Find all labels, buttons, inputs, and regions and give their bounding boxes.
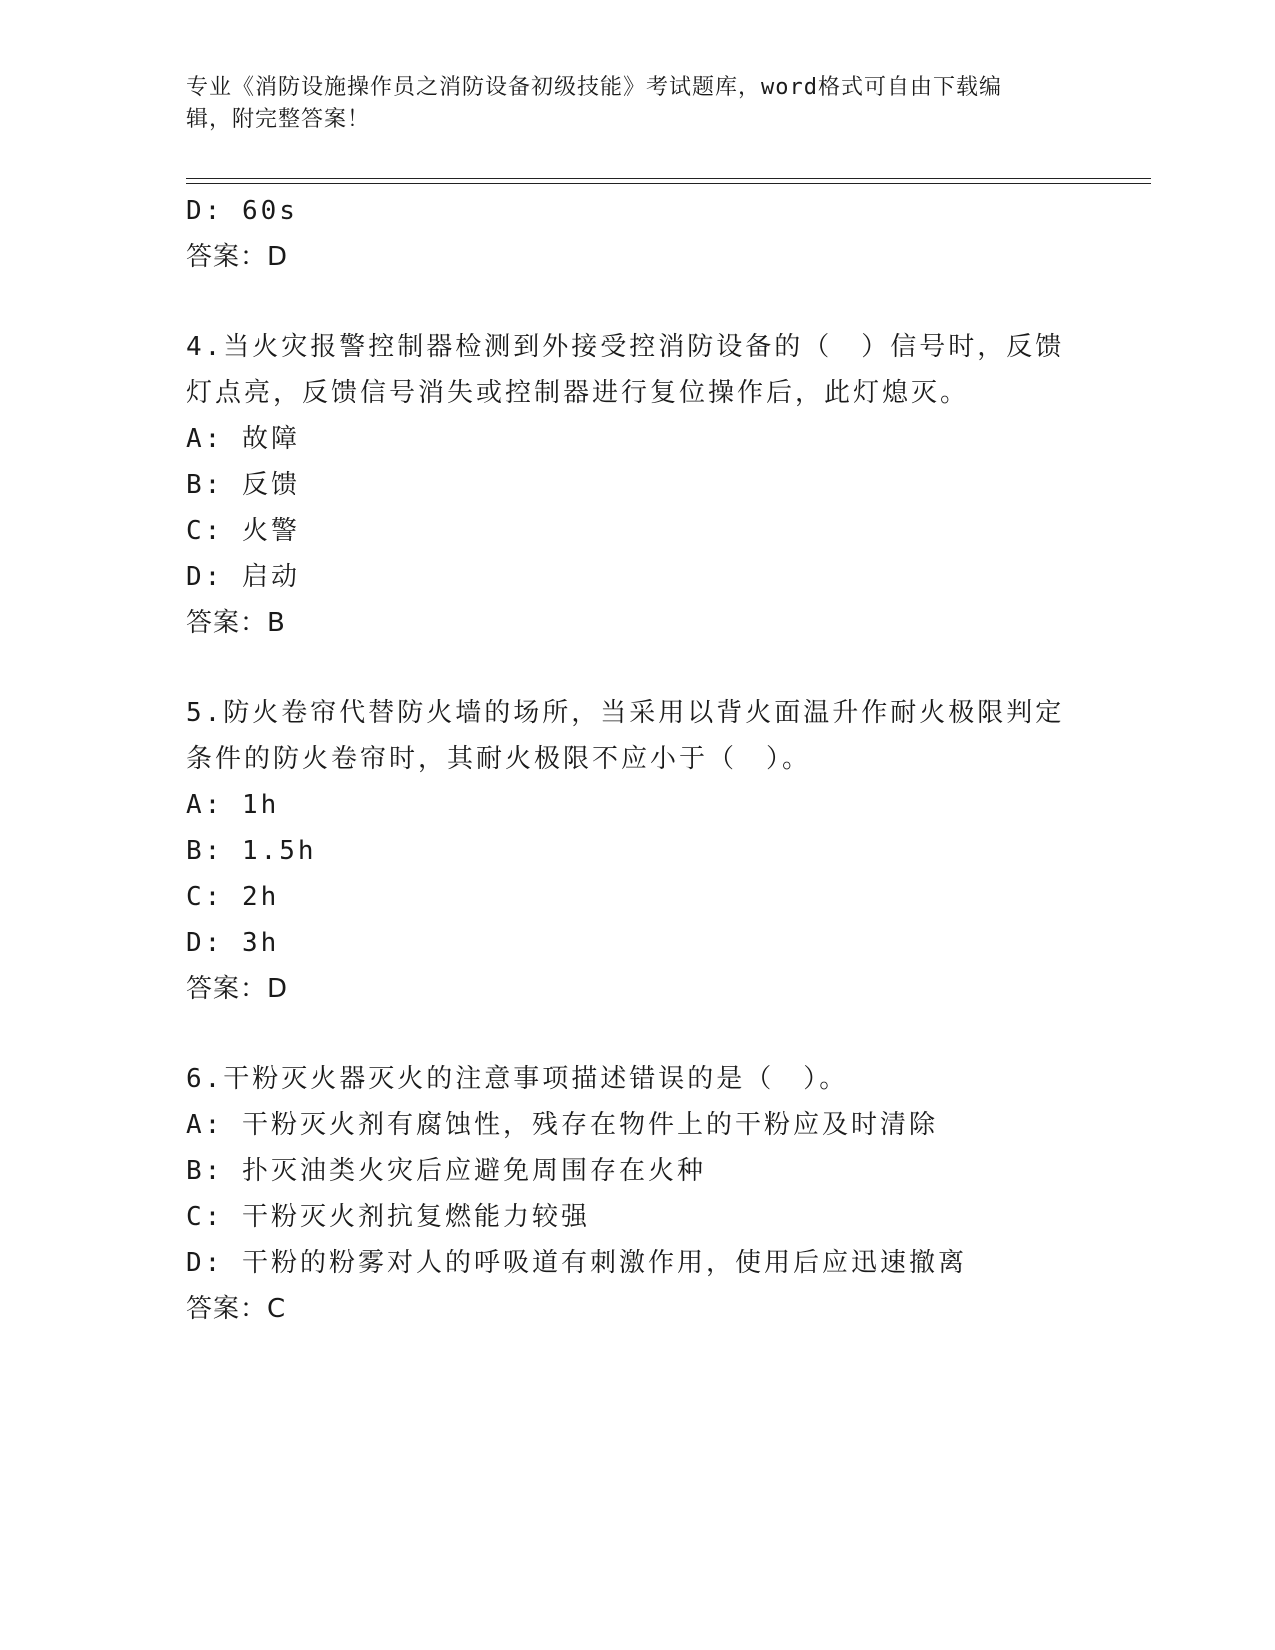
spacer	[186, 646, 1086, 690]
question-stem-line: 5.防火卷帘代替防火墙的场所，当采用以背火面温升作耐火极限判定	[186, 698, 1065, 728]
option-b: B: 扑灭油类火灾后应避免周围存在火种	[186, 1156, 706, 1186]
option-c: C: 干粉灭火剂抗复燃能力较强	[186, 1202, 590, 1232]
prev-answer: 答案：D	[186, 242, 289, 272]
question-stem-line: 4.当火灾报警控制器检测到外接受控消防设备的（ ）信号时，反馈	[186, 332, 1065, 362]
question-4	[186, 324, 1086, 646]
answer: 答案：D	[186, 974, 289, 1004]
answer: 答案：B	[186, 608, 286, 638]
option-a: A: 1h	[186, 790, 280, 820]
option-a: A: 故障	[186, 424, 300, 454]
header-divider-bottom	[186, 183, 1151, 184]
option-c: C: 2h	[186, 882, 280, 912]
option-d: D: 启动	[186, 562, 300, 592]
header-line-1: 专业《消防设施操作员之消防设备初级技能》考试题库，word格式可自由下载编	[186, 75, 1002, 100]
prev-option-d: D: 60s	[186, 196, 298, 226]
question-stem-line: 灯点亮，反馈信号消失或控制器进行复位操作后，此灯熄灭。	[186, 378, 970, 408]
option-d: D: 干粉的粉雾对人的呼吸道有刺激作用，使用后应迅速撤离	[186, 1248, 967, 1278]
spacer	[186, 280, 1086, 324]
option-b: B: 反馈	[186, 470, 300, 500]
question-6	[186, 1056, 1086, 1332]
question-content	[186, 188, 1086, 1332]
option-a: A: 干粉灭火剂有腐蚀性，残存在物件上的干粉应及时清除	[186, 1110, 938, 1140]
question-stem-line: 条件的防火卷帘时，其耐火极限不应小于（ ）。	[186, 744, 812, 774]
header-line-2: 辑，附完整答案！	[186, 107, 371, 132]
option-c: C: 火警	[186, 516, 300, 546]
option-b: B: 1.5h	[186, 836, 317, 866]
answer: 答案：C	[186, 1294, 287, 1324]
spacer	[186, 1012, 1086, 1056]
document-header	[186, 72, 1086, 136]
option-d: D: 3h	[186, 928, 280, 958]
question-stem-line: 6.干粉灭火器灭火的注意事项描述错误的是（ ）。	[186, 1064, 849, 1094]
header-divider-top	[186, 178, 1151, 179]
question-5	[186, 690, 1086, 1012]
